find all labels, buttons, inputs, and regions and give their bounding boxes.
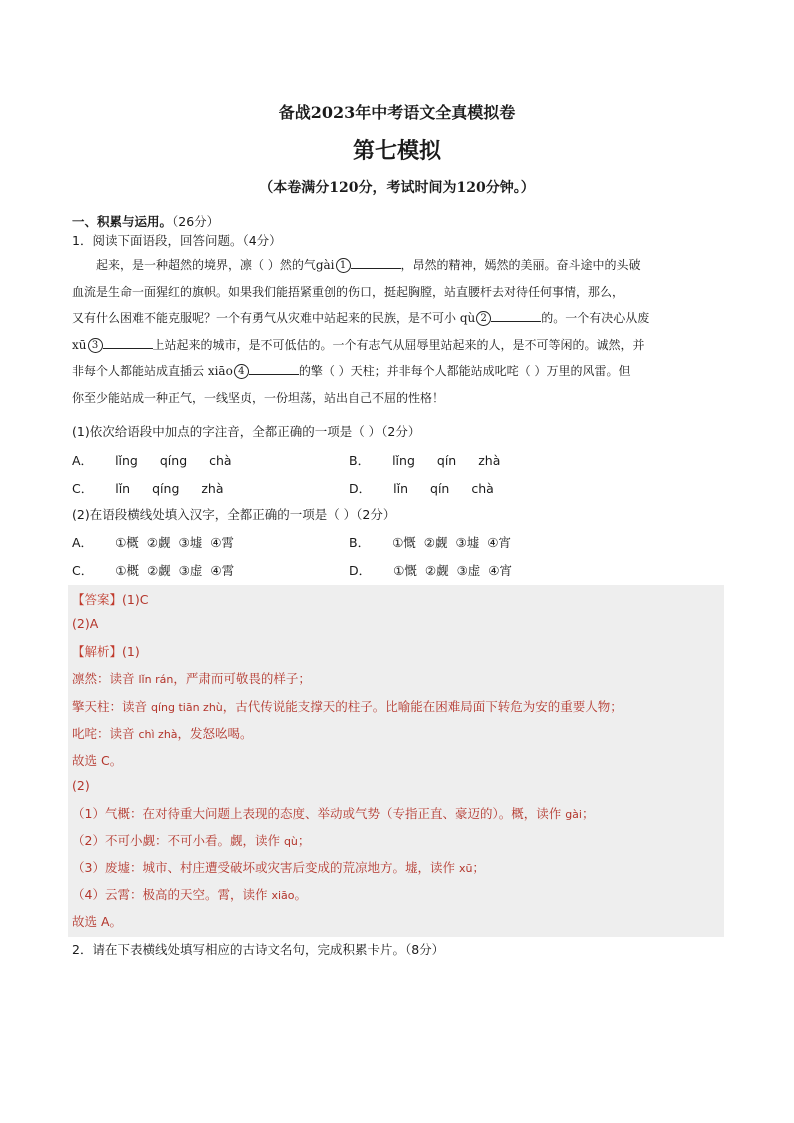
option-item: qín xyxy=(436,453,457,468)
option-c[interactable] xyxy=(72,479,246,497)
fill-blank[interactable] xyxy=(491,307,541,322)
option-item: ②觑 xyxy=(146,563,171,578)
reading-passage xyxy=(72,252,724,411)
exam-title: 备战2023年中考语文全真模拟卷 xyxy=(278,103,516,122)
passage-text: ，昂然的精神，嫣然的美丽。奋斗途中的头破 xyxy=(400,258,641,272)
fill-blank[interactable] xyxy=(249,360,299,375)
blank-number: 1 xyxy=(336,258,351,273)
pinyin: xiāo xyxy=(271,889,295,902)
analysis-text: （2）不可小觑：不可小看。觑，读作 xyxy=(72,833,284,848)
option-item: ③墟 xyxy=(455,535,480,550)
pinyin: qíng tiān zhù xyxy=(150,701,223,714)
option-item: ③虚 xyxy=(456,563,481,578)
analysis-line xyxy=(72,831,310,849)
option-item: chà xyxy=(209,453,232,468)
answer-line xyxy=(72,590,148,608)
analysis-line xyxy=(72,669,311,687)
sub-question-1-stem: (1)依次给语段中加点的字注音，全都正确的一项是（ ）（2分） xyxy=(72,424,421,439)
option-item: ③虚 xyxy=(178,563,203,578)
question-1-stem: 1．阅读下面语段，回答问题。（4分） xyxy=(72,233,282,248)
pinyin: lǐn rán xyxy=(138,673,174,686)
option-label: A． xyxy=(72,453,94,468)
passage-text: 非每个人都能站成直插云 xiāo xyxy=(72,364,233,378)
exam-subtitle: 第七模拟 xyxy=(352,138,441,164)
analysis-line xyxy=(72,642,140,660)
option-item: ④霄 xyxy=(210,535,234,550)
option-item: ④宵 xyxy=(487,535,511,550)
option-label: B． xyxy=(349,535,371,550)
option-item: ④宵 xyxy=(488,563,513,578)
passage-text: 又有什么困难不能克服呢？一个有勇气从灾难中站起来的民族，是不可小 qù xyxy=(72,311,476,325)
option-item: qíng xyxy=(152,481,180,496)
blank-number: 3 xyxy=(88,338,103,353)
sub-question-2-stem: (2)在语段横线处填入汉字，全都正确的一项是（ ）（2分） xyxy=(72,507,396,522)
analysis-text: 叱咤：读音 xyxy=(72,726,139,741)
passage-text: 的。一个有决心从废 xyxy=(541,311,650,325)
option-label: D． xyxy=(349,481,372,496)
analysis-text: （1）气概：在对待重大问题上表现的态度、举动或气势（专指正直、豪迈的）。概，读作 xyxy=(72,806,566,821)
option-item: ③墟 xyxy=(178,535,203,550)
passage-line: 你至少能站成一种正气，一线坚贞，一份坦荡，站出自己不屈的性格！ xyxy=(72,390,445,405)
analysis-tag: 【解析】 xyxy=(72,644,123,659)
passage-line xyxy=(72,252,724,279)
analysis-text: （3）废墟：城市、村庄遭受破坏或灾害后变成的荒凉地方。墟，读作 xyxy=(72,860,459,875)
analysis-text: ； xyxy=(581,806,595,821)
question-2-stem: 2．请在下表横线处填写相应的古诗文名句，完成积累卡片。（8分） xyxy=(72,942,445,957)
blank-number: 4 xyxy=(234,364,249,379)
analysis-text: 凛然：读音 xyxy=(72,671,139,686)
option-b[interactable] xyxy=(349,451,522,469)
option-item: ①慨 xyxy=(392,535,416,550)
analysis-text: ，发怒吆喝。 xyxy=(177,726,253,741)
passage-line: 血流是生命一面猩红的旗帜。如果我们能捂紧重创的伤口，挺起胸膛，站直腰杆去对待任何事情，那么， xyxy=(72,284,625,299)
analysis-text: ； xyxy=(472,860,485,875)
choice-line: 故选 C。 xyxy=(72,753,123,768)
option-b[interactable] xyxy=(349,533,533,551)
section-heading-text: 一、积累与运用。 xyxy=(72,214,173,229)
analysis-part: (1) xyxy=(122,644,140,659)
passage-line xyxy=(72,305,724,332)
option-item: ②觑 xyxy=(146,535,171,550)
section-heading xyxy=(72,212,219,230)
option-a[interactable] xyxy=(72,533,256,551)
analysis-line xyxy=(72,697,623,715)
pinyin: gài xyxy=(565,808,582,821)
option-item: lǐng xyxy=(115,453,138,468)
option-item: lǐn xyxy=(115,481,131,496)
option-item: ①概 xyxy=(115,535,139,550)
answer-line: (2)A xyxy=(72,616,99,631)
option-a[interactable] xyxy=(72,451,254,469)
blank-number: 2 xyxy=(476,311,491,326)
analysis-text: 擎天柱：读音 xyxy=(72,699,151,714)
answer-tag: 【答案】 xyxy=(72,592,123,607)
option-label: D． xyxy=(349,563,372,578)
choice-line: 故选 A。 xyxy=(72,914,123,929)
passage-text: xū xyxy=(72,337,87,352)
passage-text: 上站起来的城市，是不可低估的。一个有志气从屈辱里站起来的人，是不可等闲的。诚然，并 xyxy=(152,337,645,352)
option-item: lǐn xyxy=(393,481,409,496)
analysis-text: ，古代传说能支撑天的柱子。比喻能在困难局面下转危为安的重要人物； xyxy=(222,699,623,714)
fill-blank[interactable] xyxy=(351,254,401,269)
analysis-line xyxy=(72,885,307,903)
option-label: C． xyxy=(72,481,94,496)
analysis-line xyxy=(72,724,253,742)
passage-text: 起来，是一种超然的境界，凛（ ）然的气gài xyxy=(72,258,335,272)
analysis-text: （4）云霄：极高的天空。霄，读作 xyxy=(72,887,272,902)
option-item: qín xyxy=(430,481,450,496)
option-item: ②觑 xyxy=(423,535,448,550)
option-item: qíng xyxy=(159,453,188,468)
passage-line xyxy=(72,332,724,359)
analysis-part-2: (2) xyxy=(72,778,90,793)
analysis-line xyxy=(72,804,594,822)
option-item: zhà xyxy=(201,481,224,496)
passage-line xyxy=(72,358,724,385)
option-c[interactable] xyxy=(72,561,256,579)
option-item: chà xyxy=(471,481,494,496)
option-item: ②觑 xyxy=(424,563,449,578)
option-item: ①概 xyxy=(115,563,139,578)
pinyin: chì zhà xyxy=(138,728,178,741)
analysis-text: ； xyxy=(297,833,311,848)
pinyin: qù xyxy=(283,835,298,848)
option-item: ④霄 xyxy=(210,563,235,578)
option-label: B． xyxy=(349,453,371,468)
section-score: （26分） xyxy=(172,214,220,229)
passage-text: 的擎（ ）天柱；并非每个人都能站成叱咤（ ）万里的风雷。但 xyxy=(298,364,631,378)
exam-note: （本卷满分120分，考试时间为120分钟。） xyxy=(259,180,535,196)
answer-value: (1)C xyxy=(122,592,149,607)
analysis-text: 。 xyxy=(294,887,307,902)
analysis-text: ，严肃而可敬畏的样子； xyxy=(173,671,311,686)
option-d[interactable] xyxy=(349,561,534,579)
option-d[interactable] xyxy=(349,479,516,497)
option-item: zhà xyxy=(478,453,501,468)
option-label: C． xyxy=(72,563,94,578)
option-item: lǐng xyxy=(392,453,415,468)
analysis-line xyxy=(72,858,485,876)
fill-blank[interactable] xyxy=(103,334,153,349)
option-label: A． xyxy=(72,535,94,550)
pinyin: xū xyxy=(458,862,473,875)
option-item: ①慨 xyxy=(393,563,417,578)
